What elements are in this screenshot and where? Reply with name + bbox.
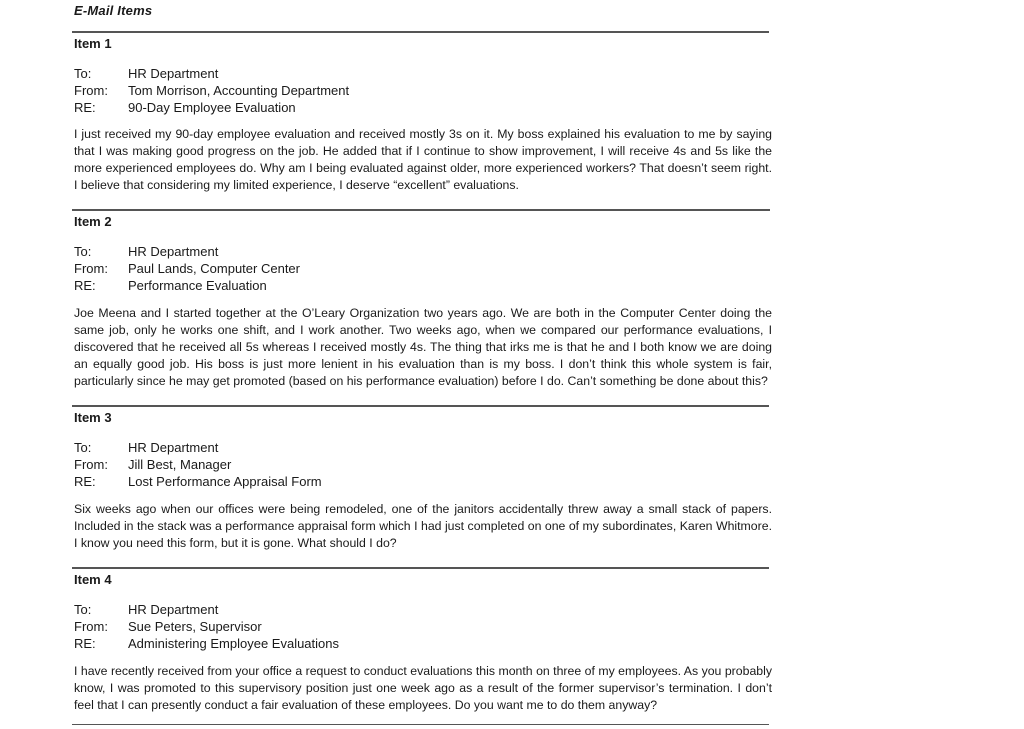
to-label: To: (74, 244, 92, 259)
from-value: Jill Best, Manager (128, 457, 232, 472)
item-divider (72, 209, 770, 211)
from-label: From: (74, 619, 108, 634)
to-label: To: (74, 440, 92, 455)
bottom-divider (72, 724, 769, 725)
message-body: Six weeks ago when our offices were being remodeled, one of the janitors accidentally threw away a small stack of papers. Included in the stack was a performance appraisal form which I had just completed on one of my subordinates, Karen Whitmore. I know you need this form, but it is gone. What should I do? (74, 502, 772, 550)
item-divider (72, 405, 769, 407)
document-title: E-Mail Items (74, 3, 153, 18)
re-field (74, 473, 322, 490)
to-label: To: (74, 602, 92, 617)
re-label: RE: (74, 474, 96, 489)
to-value: HR Department (128, 602, 219, 617)
to-value: HR Department (128, 244, 219, 259)
item-heading: Item 1 (74, 36, 112, 51)
from-value: Tom Morrison, Accounting Department (128, 83, 350, 98)
re-field (74, 277, 267, 294)
item-heading: Item 2 (74, 214, 112, 229)
from-label: From: (74, 261, 108, 276)
re-value: Performance Evaluation (128, 278, 267, 293)
re-label: RE: (74, 636, 96, 651)
to-value: HR Department (128, 440, 219, 455)
to-label: To: (74, 66, 92, 81)
re-value: 90-Day Employee Evaluation (128, 100, 296, 115)
to-field (74, 243, 218, 260)
re-value: Lost Performance Appraisal Form (128, 474, 322, 489)
item-divider (72, 567, 769, 569)
from-field (74, 618, 262, 635)
message-body: Joe Meena and I started together at the O’Leary Organization two years ago. We are both in the Computer Center doing the same job, only he works one shift, and I work another. Two weeks ago, when we compared our performance evaluations, I discovered that he received all 5s whereas I received mostly 4s. The thing that irks me is that he and I both know we are doing an equally good job. His boss is just more lenient in his evaluation than is my boss. I don’t think this whole system is fair, particularly since he may get promoted (based on his performance evaluation) before I do. Can’t something be done about this? (74, 306, 772, 388)
from-value: Paul Lands, Computer Center (128, 261, 300, 276)
from-field (74, 456, 231, 473)
item-heading: Item 4 (74, 572, 112, 587)
item-divider (72, 31, 769, 33)
from-label: From: (74, 457, 108, 472)
re-value: Administering Employee Evaluations (128, 636, 339, 651)
message-body: I just received my 90-day employee evaluation and received mostly 3s on it. My boss explained his evaluation to me by saying that I was making good progress on the job. He added that if I continue to show improvement, I will receive 4s and 5s like the more experienced employees do. Why am I being evaluated against older, more experienced workers? That doesn’t seem right. I believe that considering my limited experience, I deserve “excellent” evaluations. (74, 127, 772, 192)
item-heading: Item 3 (74, 410, 112, 425)
from-field (74, 260, 300, 277)
re-field (74, 635, 339, 652)
to-field (74, 601, 218, 618)
re-label: RE: (74, 278, 96, 293)
re-field (74, 99, 296, 116)
to-field (74, 439, 218, 456)
to-field (74, 65, 218, 82)
message-body: I have recently received from your office a request to conduct evaluations this month on three of my employees. As you probably know, I was promoted to this supervisory position just one week ago as a result of the former supervisor’s termination. I don’t feel that I can presently conduct a fair evaluation of these employees. Do you want me to do them anyway? (74, 664, 772, 712)
re-label: RE: (74, 100, 96, 115)
from-field (74, 82, 349, 99)
from-label: From: (74, 83, 108, 98)
to-value: HR Department (128, 66, 219, 81)
from-value: Sue Peters, Supervisor (128, 619, 262, 634)
